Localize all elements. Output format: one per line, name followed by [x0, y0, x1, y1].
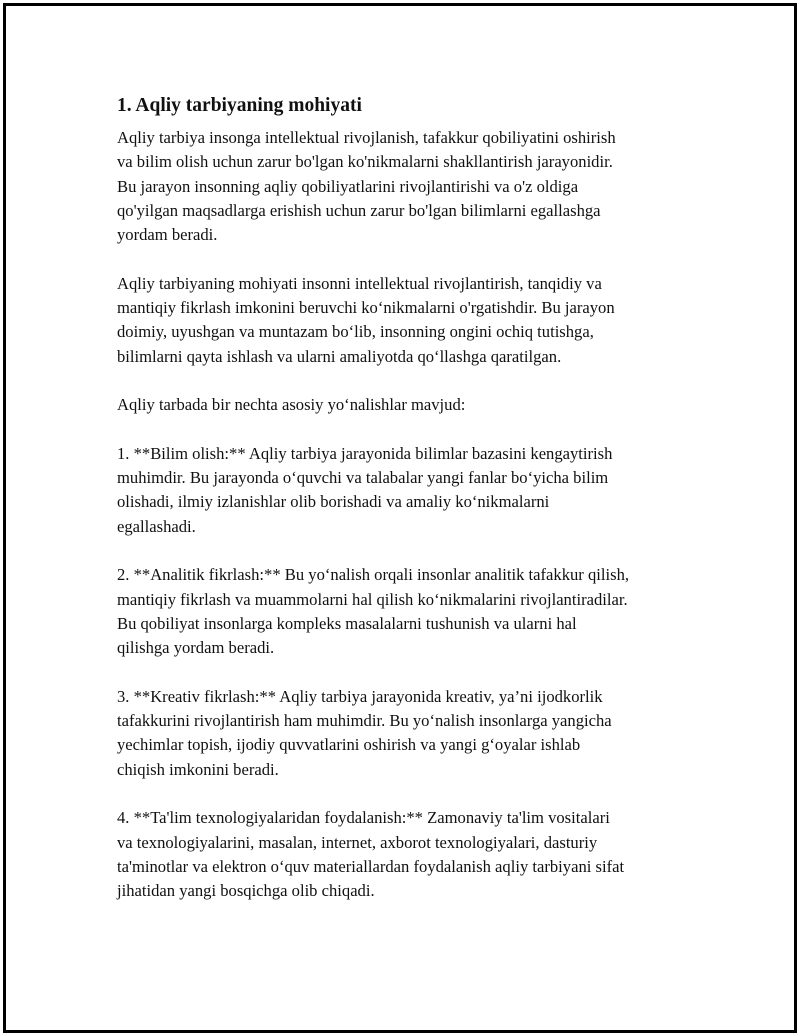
text-line: qilishga yordam beradi. [117, 638, 275, 658]
text-line: Aqliy tarbada bir nechta asosiy yo‘nalishlar mavjud: [117, 395, 466, 415]
list-item-technology [117, 806, 697, 903]
text-line: mantiqiy fikrlash va muammolarni hal qilish ko‘nikmalarini rivojlantiradilar. [117, 589, 628, 609]
list-item-analytical [117, 563, 697, 660]
text-line: va texnologiyalarini, masalan, internet, axborot texnologiyalari, dasturiy [117, 832, 598, 852]
text-line: 2. **Analitik fikrlash:** Bu yo‘nalish orqali insonlar analitik tafakkur qilish, [117, 565, 630, 585]
list-item-knowledge [117, 442, 697, 539]
text-line: 1. **Bilim olish:** Aqliy tarbiya jarayonida bilimlar bazasini kengaytirish [117, 443, 613, 463]
text-line: yechimlar topish, ijodiy quvvatlarini oshirish va yangi g‘oyalar ishlab [117, 735, 581, 755]
document-title: 1. Aqliy tarbiyaning mohiyati [117, 95, 362, 116]
text-line: 3. **Kreativ fikrlash:** Aqliy tarbiya jarayonida kreativ, ya’ni ijodkorlik [117, 686, 603, 706]
text-line: bilimlarni qayta ishlash va ularni amaliyotda qo‘llashga qaratilgan. [117, 346, 562, 366]
text-line: jihatidan yangi bosqichga olib chiqadi. [117, 881, 375, 901]
document-body [117, 92, 697, 928]
text-line: egallashadi. [117, 516, 196, 536]
text-line: yordam beradi. [117, 225, 218, 245]
text-line: 4. **Ta'lim texnologiyalaridan foydalanish:** Zamonaviy ta'lim vositalari [117, 808, 610, 828]
text-line: ta'minotlar va elektron o‘quv materiallardan foydalanish aqliy tarbiyani sifat [117, 856, 625, 876]
text-line: Aqliy tarbiyaning mohiyati insonni intellektual rivojlantirish, tanqidiy va [117, 273, 602, 293]
text-line: Aqliy tarbiya insonga intellektual rivojlanish, tafakkur qobiliyatini oshirish [117, 128, 616, 147]
text-line: chiqish imkonini beradi. [117, 759, 279, 779]
paragraph-intro [117, 126, 697, 247]
text-line: muhimdir. Bu jarayonda o‘quvchi va talabalar yangi fanlar bo‘yicha bilim [117, 468, 609, 488]
text-line: olishadi, ilmiy izlanishlar olib borishadi va amaliy ko‘nikmalarni [117, 492, 550, 512]
text-line: Bu qobiliyat insonlarga kompleks masalalarni tushunish va ularni hal [117, 613, 577, 633]
text-line: Bu jarayon insonning aqliy qobiliyatlarini rivojlantirishi va o'z oldiga [117, 176, 579, 196]
text-line: tafakkurini rivojlantirish ham muhimdir. Bu yo‘nalish insonlarga yangicha [117, 711, 612, 731]
paragraph-essence [117, 272, 697, 369]
text-line: va bilim olish uchun zarur bo'lgan ko'nikmalarni shakllantirish jarayonidir. [117, 152, 613, 172]
text-line: doimiy, uyushgan va muntazam bo‘lib, insonning ongini ochiq tutishga, [117, 322, 594, 342]
text-line: qo'yilgan maqsadlarga erishish uchun zarur bo'lgan bilimlarni egallashga [117, 200, 601, 220]
text-line: mantiqiy fikrlash imkonini beruvchi ko‘nikmalarni o'rgatishdir. Bu jarayon [117, 298, 615, 318]
list-item-creative [117, 685, 697, 782]
paragraph-directions-intro [117, 393, 697, 417]
